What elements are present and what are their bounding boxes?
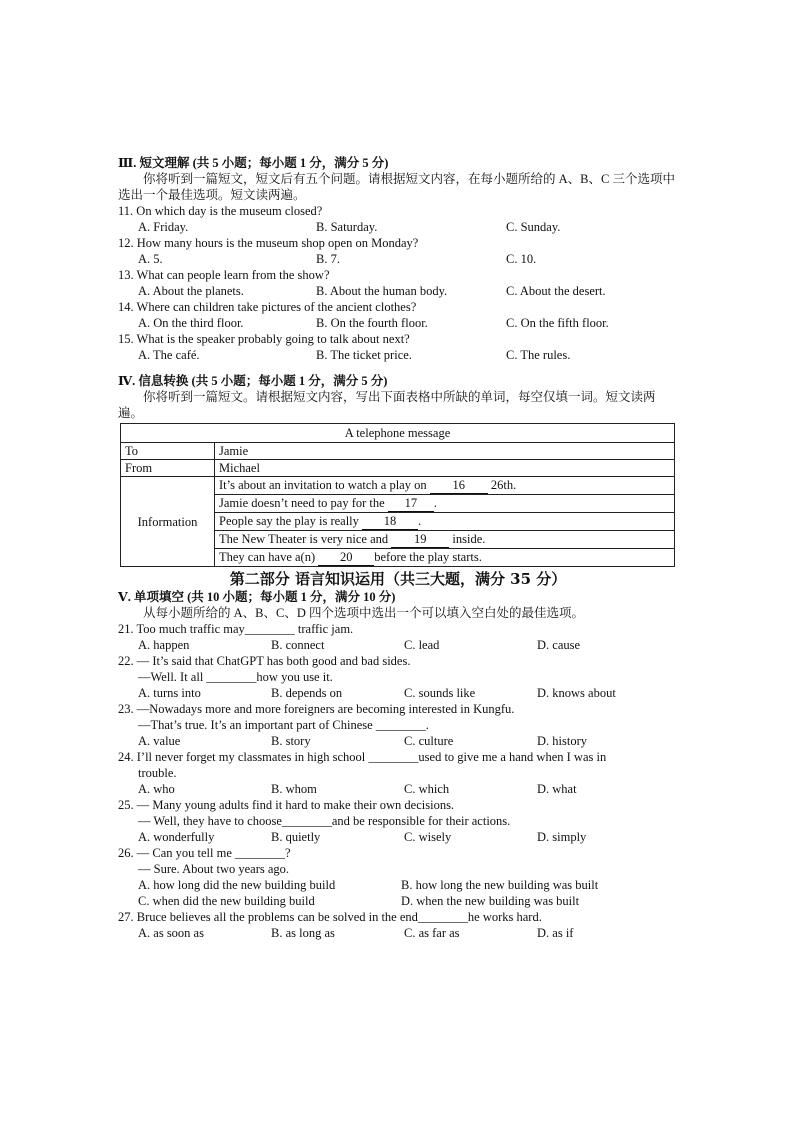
option-c: C. lead: [404, 638, 440, 652]
option-c: C. culture: [404, 734, 454, 748]
section-5-instruction: 从每小题所给的 A、B、C、D 四个选项中选出一个可以填入空白处的最佳选项。: [143, 606, 584, 620]
info-row-16: It’s about an invitation to watch a play on 16 26th.: [215, 477, 675, 495]
blank-16[interactable]: 16: [430, 477, 488, 494]
question-text: 12. How many hours is the museum shop open on Monday?: [118, 236, 419, 250]
to-label: To: [121, 443, 215, 460]
option-a: A. happen: [138, 638, 190, 652]
blank-19[interactable]: 19: [391, 531, 449, 548]
option-b: B. connect: [271, 638, 325, 652]
option-c: C. On the fifth floor.: [506, 316, 609, 330]
question-text-continued: trouble.: [138, 766, 177, 780]
option-a: A. turns into: [138, 686, 201, 700]
table-row: [121, 443, 675, 460]
option-a: A. who: [138, 782, 175, 796]
question-12: [118, 235, 678, 267]
option-c: C. About the desert.: [506, 284, 606, 298]
question-text: 13. What can people learn from the show?: [118, 268, 330, 282]
table-row: [121, 460, 675, 477]
option-a: A. The café.: [138, 348, 200, 362]
option-d: D. as if: [537, 926, 574, 940]
option-c: C. sounds like: [404, 686, 476, 700]
question-11: [118, 203, 678, 235]
question-text: 22. — It’s said that ChatGPT has both good and bad sides.: [118, 654, 411, 668]
blank-18[interactable]: 18: [362, 513, 418, 530]
section-3-instruction: 你将听到一篇短文，短文后有五个问题。请根据短文内容，在每小题所给的 A、B、C 三个选项中选出一个最佳选项。短文读两遍。: [118, 172, 675, 202]
option-b: B. story: [271, 734, 311, 748]
option-d: D. when the new building was built: [401, 894, 580, 908]
question-reply: —Well. It all ________how you use it.: [138, 670, 333, 684]
question-13: [118, 267, 678, 299]
table-heading: A telephone message: [121, 424, 675, 443]
section-5-title: Ⅴ. 单项填空 (共 10 小题；每小题 1 分，满分 10 分): [118, 590, 396, 604]
exam-page: [118, 155, 678, 941]
option-a: A. wonderfully: [138, 830, 215, 844]
option-c: C. when did the new building build: [138, 894, 315, 908]
question-24: [118, 749, 678, 797]
option-d: D. knows about: [537, 686, 616, 700]
question-21: [118, 621, 678, 653]
option-a: A. Friday.: [138, 220, 189, 234]
question-23: [118, 701, 678, 749]
option-b: B. Saturday.: [316, 220, 378, 234]
option-c: C. Sunday.: [506, 220, 561, 234]
option-b: B. The ticket price.: [316, 348, 412, 362]
section-3-title: Ⅲ. 短文理解 (共 5 小题；每小题 1 分，满分 5 分): [118, 156, 389, 170]
info-row-17: Jamie doesn’t need to pay for the 17 .: [215, 495, 675, 513]
option-a: A. how long did the new building build: [138, 878, 336, 892]
from-label: From: [121, 460, 215, 477]
option-b: B. About the human body.: [316, 284, 448, 298]
option-d: D. cause: [537, 638, 581, 652]
blank-20[interactable]: 20: [318, 549, 374, 566]
question-26: [118, 845, 678, 909]
question-text: 15. What is the speaker probably going to talk about next?: [118, 332, 410, 346]
option-b: B. depends on: [271, 686, 343, 700]
question-27: [118, 909, 678, 941]
info-row-18: People say the play is really 18 .: [215, 513, 675, 531]
option-b: B. quietly: [271, 830, 321, 844]
option-b: B. 7.: [316, 252, 340, 266]
info-row-19: The New Theater is very nice and 19 inside.: [215, 531, 675, 549]
question-22: [118, 653, 678, 701]
option-a: A. value: [138, 734, 181, 748]
question-text: 25. — Many young adults find it hard to make their own decisions.: [118, 798, 455, 812]
to-value: Jamie: [215, 443, 675, 460]
option-a: A. On the third floor.: [138, 316, 244, 330]
question-text: 26. — Can you tell me ________?: [118, 846, 291, 860]
option-c: C. which: [404, 782, 450, 796]
question-reply: — Sure. About two years ago.: [138, 862, 290, 876]
option-c: C. The rules.: [506, 348, 571, 362]
option-b: B. as long as: [271, 926, 335, 940]
question-14: [118, 299, 678, 331]
question-text: 23. —Nowadays more and more foreigners are becoming interested in Kungfu.: [118, 702, 515, 716]
blank-17[interactable]: 17: [388, 495, 434, 512]
option-d: D. what: [537, 782, 577, 796]
question-text: 24. I’ll never forget my classmates in high school ________used to give me a hand when I was in: [118, 750, 607, 764]
section-4-title: Ⅳ. 信息转换 (共 5 小题；每小题 1 分，满分 5 分): [118, 374, 388, 388]
option-c: C. 10.: [506, 252, 537, 266]
information-label: Information: [121, 477, 215, 567]
question-15: [118, 331, 678, 363]
option-c: C. wisely: [404, 830, 452, 844]
question-reply: — Well, they have to choose________and be responsible for their actions.: [138, 814, 511, 828]
option-d: D. simply: [537, 830, 587, 844]
option-d: D. history: [537, 734, 587, 748]
question-text: 21. Too much traffic may________ traffic jam.: [118, 622, 354, 636]
option-b: B. how long the new building was built: [401, 878, 599, 892]
telephone-message-table: [120, 423, 675, 567]
part-2-title: 第二部分 语言知识运用（共三大题，满分 35 分）: [229, 570, 567, 588]
option-c: C. as far as: [404, 926, 460, 940]
option-a: A. 5.: [138, 252, 163, 266]
question-reply: —That’s true. It’s an important part of Chinese ________.: [138, 718, 429, 732]
option-a: A. About the planets.: [138, 284, 244, 298]
option-b: B. On the fourth floor.: [316, 316, 428, 330]
section-4-instruction: 你将听到一篇短文。请根据短文内容，写出下面表格中所缺的单词，每空仅填一词。短文读两遍。: [118, 390, 656, 420]
table-row: [121, 477, 675, 495]
from-value: Michael: [215, 460, 675, 477]
option-a: A. as soon as: [138, 926, 204, 940]
question-25: [118, 797, 678, 845]
question-text: 11. On which day is the museum closed?: [118, 204, 323, 218]
option-b: B. whom: [271, 782, 317, 796]
info-row-20: They can have a(n) 20 before the play starts.: [215, 549, 675, 567]
question-text: 27. Bruce believes all the problems can be solved in the end________he works hard.: [118, 910, 542, 924]
question-text: 14. Where can children take pictures of the ancient clothes?: [118, 300, 417, 314]
